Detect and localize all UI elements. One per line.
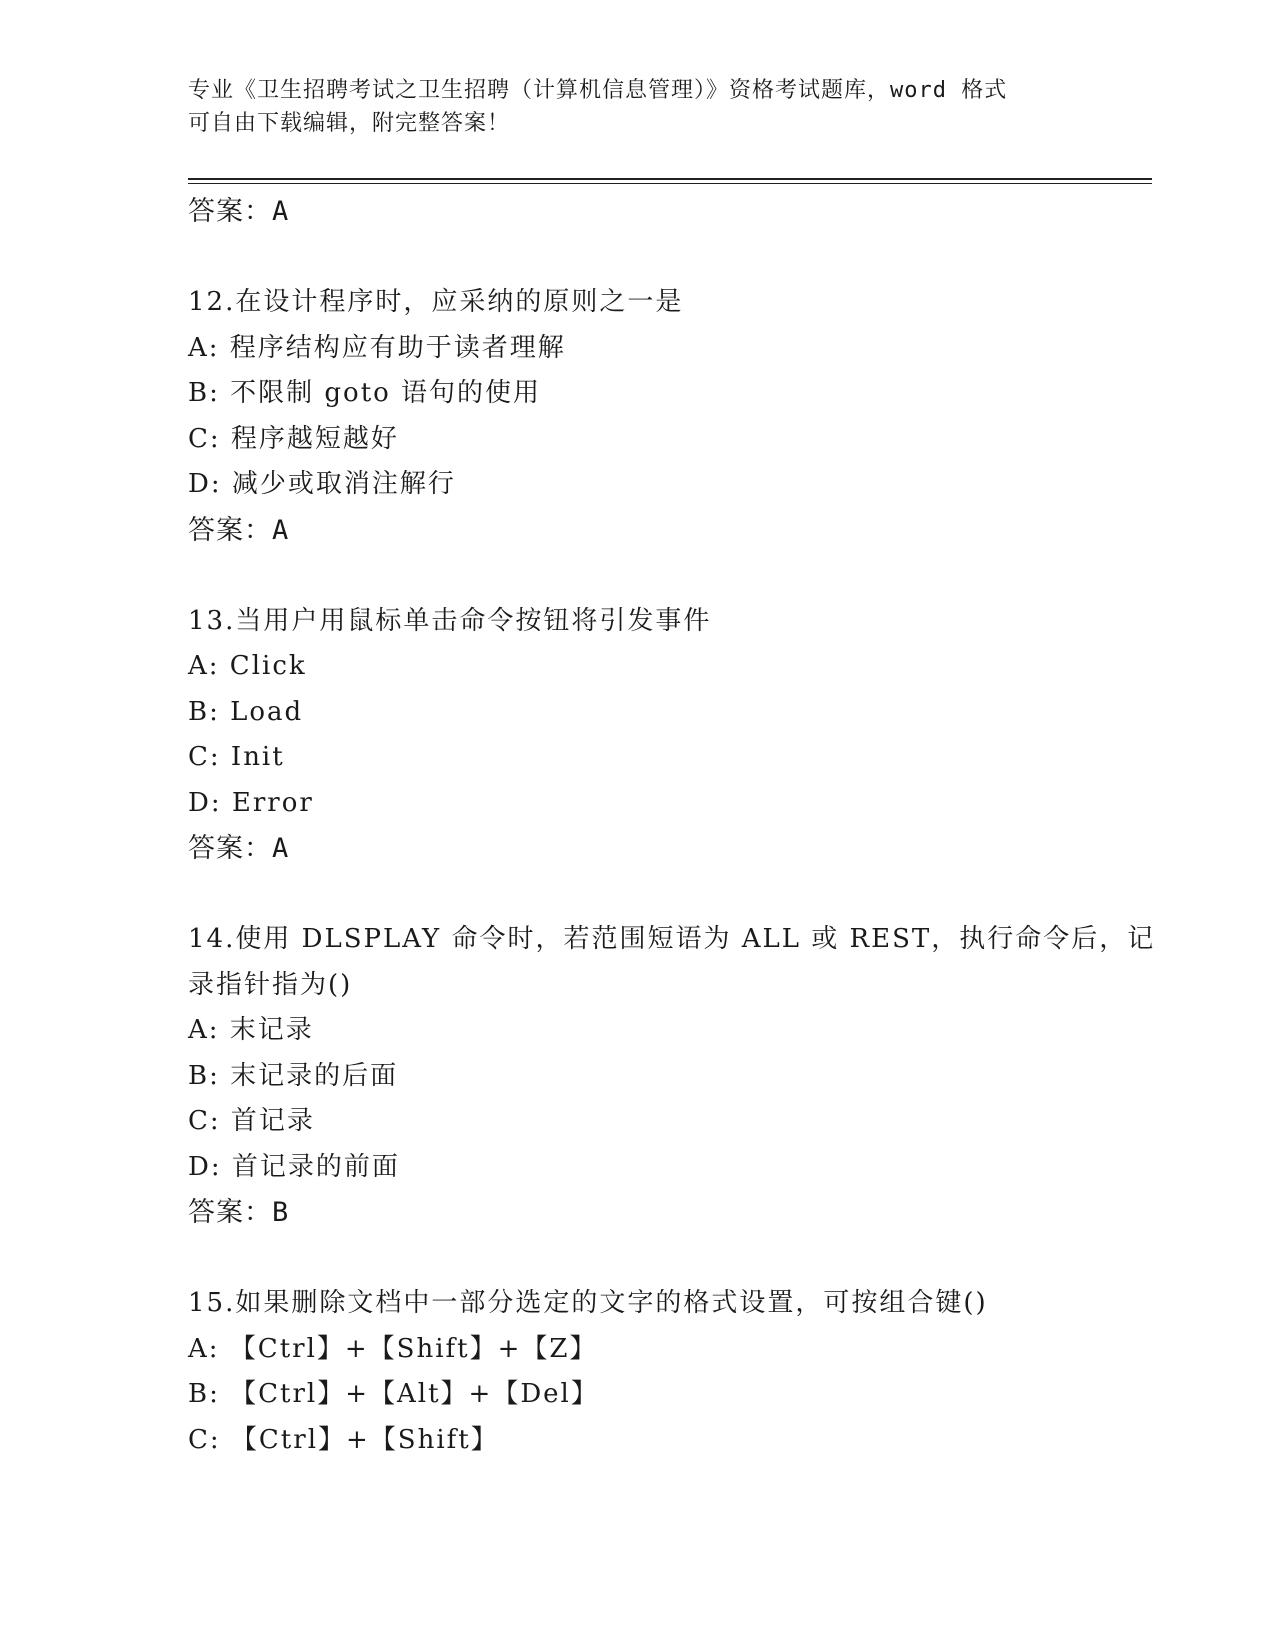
question-stem: 12.在设计程序时，应采纳的原则之一是: [188, 287, 684, 317]
question-14: [188, 917, 1156, 1236]
question-13: [188, 599, 1118, 872]
option-b: B: 不限制 goto 语句的使用: [188, 378, 542, 408]
option-c: C: 程序越短越好: [188, 423, 399, 454]
option-b: B: Load: [188, 696, 304, 727]
answer-value: A: [272, 196, 290, 227]
question-15: [188, 1281, 1118, 1463]
option-a: A: 【Ctrl】+【Shift】+【Z】: [188, 1333, 598, 1364]
answer-label: 答案：: [188, 196, 272, 227]
question-stem-line-2: 录指针指为(): [188, 969, 353, 1000]
answer-value: B: [272, 1197, 290, 1228]
answer-label: 答案：: [188, 514, 272, 546]
header-line-2: 可自由下载编辑，附完整答案！: [188, 111, 511, 136]
question-stem-line-1: 14.使用 DLSPLAY 命令时，若范围短语为 ALL 或 REST，执行命令后，记: [188, 924, 1156, 954]
spacer: [188, 235, 1118, 281]
question-stem: 15.如果删除文档中一部分选定的文字的格式设置，可按组合键(): [188, 1288, 988, 1318]
question-stem: 13.当用户用鼠标单击命令按钮将引发事件: [188, 605, 712, 636]
option-c: C: 首记录: [188, 1106, 315, 1136]
option-c: C: 【Ctrl】+【Shift】: [188, 1424, 499, 1455]
option-b: B: 【Ctrl】+【Alt】+【Del】: [188, 1379, 599, 1409]
answer-line: [188, 508, 1118, 554]
option-a: A: Click: [188, 651, 307, 681]
option-b: B: 末记录的后面: [188, 1060, 399, 1091]
document-body: [188, 189, 1156, 1463]
option-d: D: 首记录的前面: [188, 1151, 400, 1182]
option-d: D: 减少或取消注解行: [188, 469, 456, 499]
header-line-1: 专业《卫生招聘考试之卫生招聘（计算机信息管理）》资格考试题库，word 格式: [188, 78, 1008, 103]
answer-value: A: [272, 833, 290, 864]
answer-label: 答案：: [188, 833, 272, 864]
option-a: A: 末记录: [188, 1015, 314, 1045]
spacer: [188, 872, 1118, 918]
answer-line: [188, 826, 1118, 872]
spacer: [188, 553, 1118, 599]
spacer: [188, 1236, 1118, 1282]
option-c: C: Init: [188, 742, 285, 772]
question-12: [188, 280, 1118, 553]
option-d: D: Error: [188, 787, 314, 818]
answer-label: 答案：: [188, 1197, 272, 1228]
document-header: [188, 74, 1088, 140]
answer-line: [188, 189, 1118, 235]
answer-line: [188, 1190, 1118, 1236]
header-rule-thin: [188, 183, 1152, 184]
header-rule-thick: [188, 178, 1152, 180]
option-a: A: 程序结构应有助于读者理解: [188, 332, 566, 363]
answer-value: A: [272, 514, 290, 546]
